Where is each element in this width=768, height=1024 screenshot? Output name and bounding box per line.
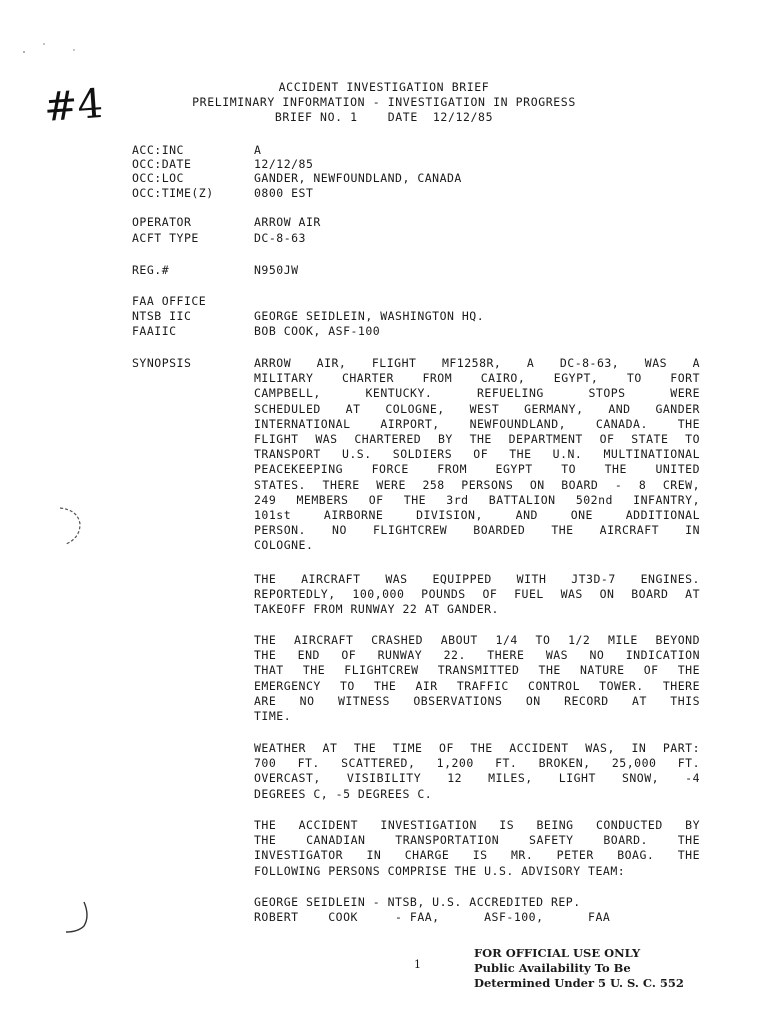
field-value-operator: ARROW AIR [254,215,321,229]
field-label-occ-loc: OCC:LOC [132,171,184,185]
field-label-occ-time: OCC:TIME(Z) [132,186,214,200]
text-line: CAMPBELL, KENTUCKY. REFUELING STOPS WERE [254,386,700,401]
team-member-line: ROBERT COOK - FAA, ASF-100, FAA [254,910,611,924]
field-value-acc-inc: A [254,143,262,157]
field-label-occ-date: OCC:DATE [132,157,192,171]
field-label-acft-type: ACFT TYPE [132,231,199,245]
text-line: FLIGHT WAS CHARTERED BY THE DEPARTMENT OF STATE TO [254,431,700,446]
text-line: TIME. [254,708,292,723]
text-line: 101st AIRBORNE DIVISION, AND ONE ADDITIONAL [254,507,700,522]
scan-speck [14,36,104,66]
text-line: PEACEKEEPING FORCE FROM EGYPT TO THE UNITED [254,462,700,477]
text-line: EMERGENCY TO THE AIR TRAFFIC CONTROL TOWER. THERE [254,678,700,693]
crash-paragraph [254,633,700,724]
text-line: SCHEDULED AT COLOGNE, WEST GERMANY, AND GANDER [254,401,700,416]
text-line: DEGREES C, -5 DEGREES C. [254,786,433,801]
synopsis-label: SYNOPSIS [132,356,192,370]
text-line: TRANSPORT U.S. SOLDIERS OF THE U.N. MULTINATIONAL [254,447,700,462]
text-line: THAT THE FLIGHTCREW TRANSMITTED THE NATURE OF THE [254,663,700,678]
text-line: OVERCAST, VISIBILITY 12 MILES, LIGHT SNOW, -4 [254,771,700,786]
handwritten-page-mark: #4 [42,80,105,132]
text-line: THE AIRCRAFT CRASHED ABOUT 1/4 TO 1/2 MILE BEYOND [254,633,700,647]
text-line: INTERNATIONAL AIRPORT, NEWFOUNDLAND, CANADA. THE [254,416,700,431]
text-line: WEATHER AT THE TIME OF THE ACCIDENT WAS, IN PART: [254,741,700,755]
text-line: FOLLOWING PERSONS COMPRISE THE U.S. ADVISORY TEAM: [254,863,626,878]
text-line: TAKEOFF FROM RUNWAY 22 AT GANDER. [254,602,499,617]
field-value-occ-loc: GANDER, NEWFOUNDLAND, CANADA [254,171,462,185]
field-value-occ-time: 0800 EST [254,186,314,200]
text-line: REPORTEDLY, 100,000 POUNDS OF FUEL WAS ON BOARD AT [254,587,700,602]
stamp-line: Determined Under 5 U. S. C. 552 [474,976,684,990]
engines-paragraph [254,572,700,618]
investigation-paragraph [254,818,700,879]
field-value-occ-date: 12/12/85 [254,157,314,171]
text-line: PERSON. NO FLIGHTCREW BOARDED THE AIRCRAFT IN [254,523,700,538]
official-use-stamp [474,946,684,991]
stamp-line: Public Availability To Be [474,961,631,975]
field-label-faaiic: FAAIIC [132,324,177,338]
field-value-reg: N950JW [254,263,299,277]
field-label-acc-inc: ACC:INC [132,143,184,157]
hole-punch-mark [60,898,100,938]
text-line: THE END OF RUNWAY 22. THERE WAS NO INDICATION [254,648,700,663]
text-line: ARROW AIR, FLIGHT MF1258R, A DC-8-63, WAS A [254,356,700,370]
field-label-operator: OPERATOR [132,215,192,229]
weather-paragraph [254,741,700,802]
text-line: ARE NO WITNESS OBSERVATIONS ON RECORD AT THIS [254,693,700,708]
team-member-line: GEORGE SEIDLEIN - NTSB, U.S. ACCREDITED REP. [254,895,581,909]
field-value-faaiic: BOB COOK, ASF-100 [254,324,381,338]
field-label-ntsb-iic: NTSB IIC [132,309,192,323]
field-label-reg: REG.# [132,263,170,277]
hole-punch-mark [50,500,90,550]
stamp-line: FOR OFFICIAL USE ONLY [474,946,641,960]
synopsis-paragraph [254,356,700,553]
text-line: INVESTIGATOR IN CHARGE IS MR. PETER BOAG. THE [254,848,700,863]
text-line: 700 FT. SCATTERED, 1,200 FT. BROKEN, 25,000 FT. [254,756,700,771]
text-line: COLOGNE. [254,538,314,553]
header-brief-info: BRIEF NO. 1 DATE 12/12/85 [274,110,494,124]
text-line: THE AIRCRAFT WAS EQUIPPED WITH JT3D-7 ENGINES. [254,572,700,586]
text-line: THE CANADIAN TRANSPORTATION SAFETY BOARD. THE [254,833,700,848]
text-line: THE ACCIDENT INVESTIGATION IS BEING CONDUCTED BY [254,818,700,832]
field-value-acft-type: DC-8-63 [254,231,306,245]
header-title: ACCIDENT INVESTIGATION BRIEF [278,80,490,94]
header-subtitle: PRELIMINARY INFORMATION - INVESTIGATION IN PROGRESS [192,95,576,109]
text-line: STATES. THERE WERE 258 PERSONS ON BOARD - 8 CREW, [254,477,700,492]
text-line: 249 MEMBERS OF THE 3rd BATTALION 502nd INFANTRY, [254,492,700,507]
field-value-ntsb-iic: GEORGE SEIDLEIN, WASHINGTON HQ. [254,309,485,323]
text-line: MILITARY CHARTER FROM CAIRO, EGYPT, TO FORT [254,371,700,386]
field-label-faa-office: FAA OFFICE [132,294,207,308]
page-number: 1 [414,958,421,971]
